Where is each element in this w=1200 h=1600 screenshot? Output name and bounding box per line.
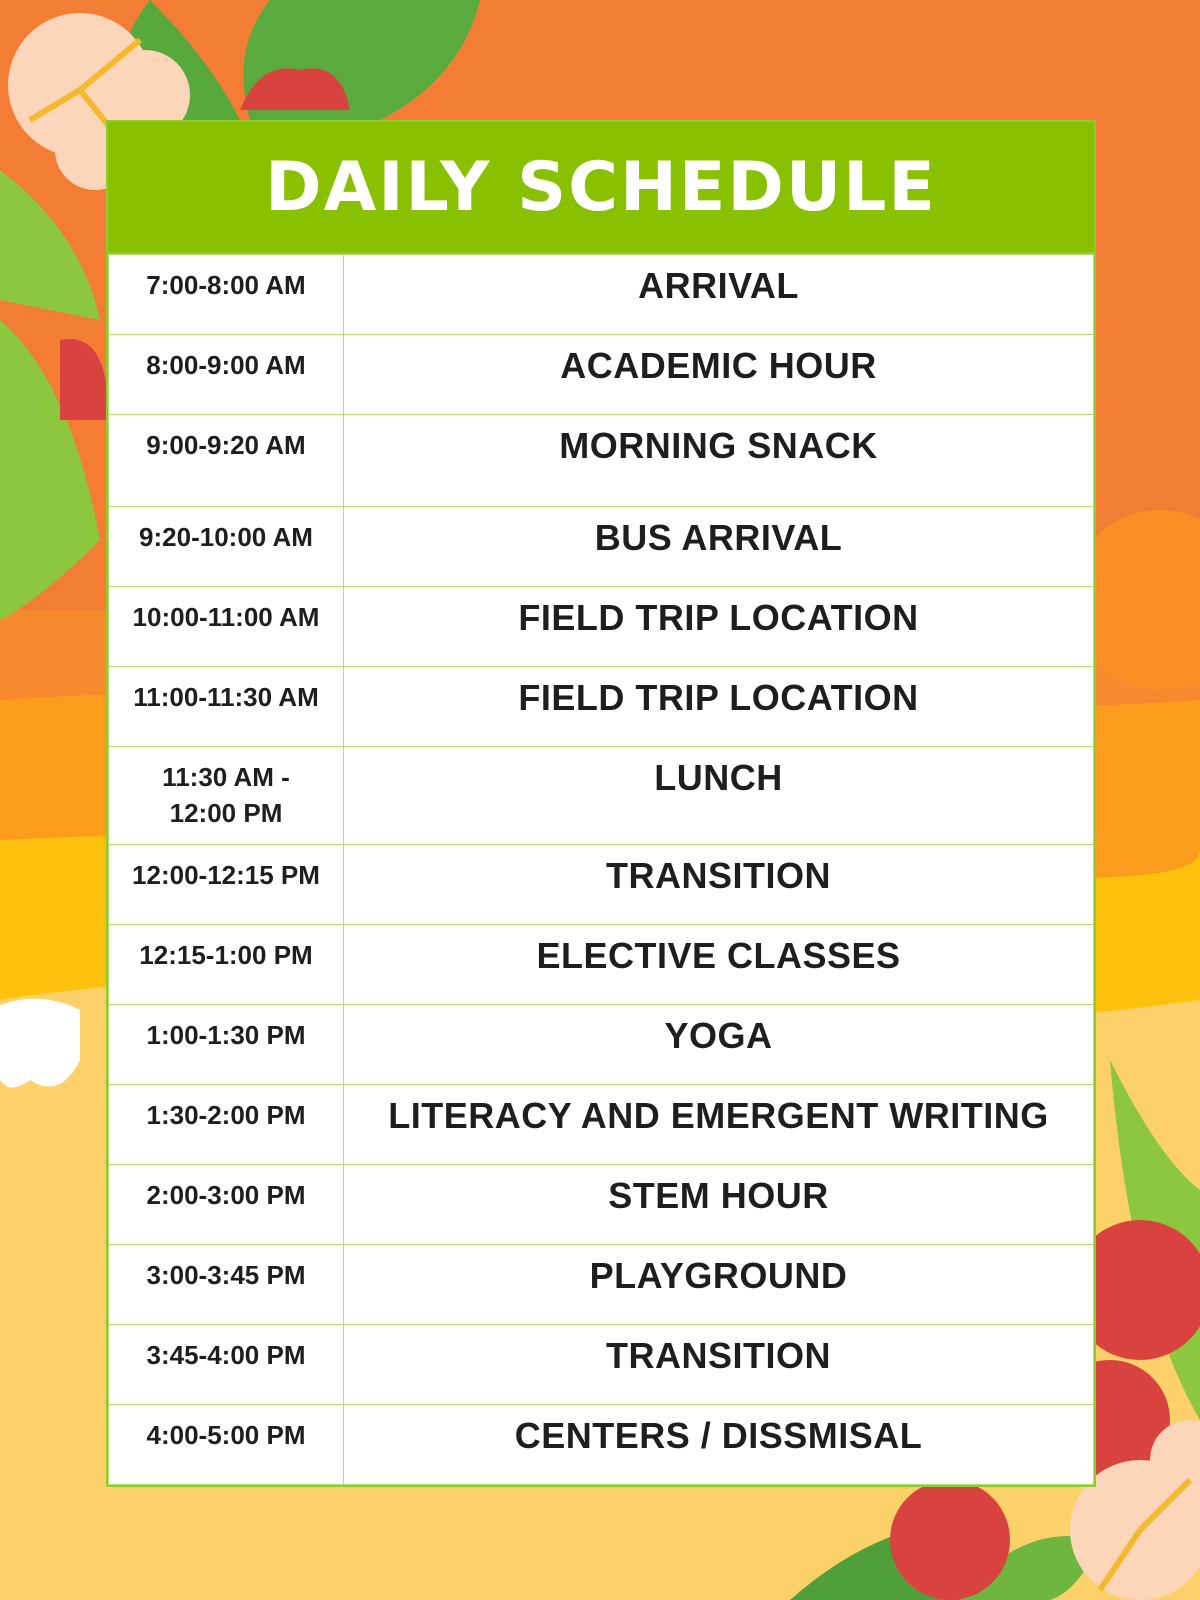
schedule-header (108, 122, 1094, 254)
table-row (109, 587, 1094, 667)
time-cell: 7:00-8:00 AM (109, 255, 344, 335)
table-row (109, 1405, 1094, 1485)
page-title: DAILY SCHEDULE (265, 147, 937, 227)
table-row (109, 255, 1094, 335)
table-row (109, 1005, 1094, 1085)
activity-cell: ELECTIVE CLASSES (344, 925, 1094, 1005)
time-cell: 4:00-5:00 PM (109, 1405, 344, 1485)
activity-cell: LITERACY AND EMERGENT WRITING (344, 1085, 1094, 1165)
table-row (109, 1325, 1094, 1405)
time-cell: 1:30-2:00 PM (109, 1085, 344, 1165)
time-cell: 2:00-3:00 PM (109, 1165, 344, 1245)
time-cell: 11:30 AM - 12:00 PM (109, 747, 344, 845)
table-row (109, 845, 1094, 925)
cloud-shape (0, 999, 80, 1088)
activity-cell: YOGA (344, 1005, 1094, 1085)
activity-cell: TRANSITION (344, 845, 1094, 925)
table-row (109, 1165, 1094, 1245)
table-row (109, 335, 1094, 415)
time-cell: 11:00-11:30 AM (109, 667, 344, 747)
table-row (109, 1085, 1094, 1165)
table-row (109, 507, 1094, 587)
table-row (109, 747, 1094, 845)
table-row (109, 667, 1094, 747)
activity-cell: ACADEMIC HOUR (344, 335, 1094, 415)
schedule-table (108, 254, 1094, 1485)
activity-cell: TRANSITION (344, 1325, 1094, 1405)
time-cell: 10:00-11:00 AM (109, 587, 344, 667)
table-row (109, 415, 1094, 507)
activity-cell: ARRIVAL (344, 255, 1094, 335)
time-cell: 3:45-4:00 PM (109, 1325, 344, 1405)
time-cell: 1:00-1:30 PM (109, 1005, 344, 1085)
table-row (109, 1245, 1094, 1325)
activity-cell: PLAYGROUND (344, 1245, 1094, 1325)
time-cell: 8:00-9:00 AM (109, 335, 344, 415)
time-cell: 9:20-10:00 AM (109, 507, 344, 587)
activity-cell: LUNCH (344, 747, 1094, 845)
time-cell: 9:00-9:20 AM (109, 415, 344, 507)
activity-cell: STEM HOUR (344, 1165, 1094, 1245)
activity-cell: FIELD TRIP LOCATION (344, 587, 1094, 667)
time-cell: 3:00-3:45 PM (109, 1245, 344, 1325)
activity-cell: MORNING SNACK (344, 415, 1094, 507)
time-cell: 12:15-1:00 PM (109, 925, 344, 1005)
table-row (109, 925, 1094, 1005)
time-cell: 12:00-12:15 PM (109, 845, 344, 925)
activity-cell: FIELD TRIP LOCATION (344, 667, 1094, 747)
schedule-card (106, 120, 1096, 1487)
activity-cell: BUS ARRIVAL (344, 507, 1094, 587)
activity-cell: CENTERS / DISSMISAL (344, 1405, 1094, 1485)
